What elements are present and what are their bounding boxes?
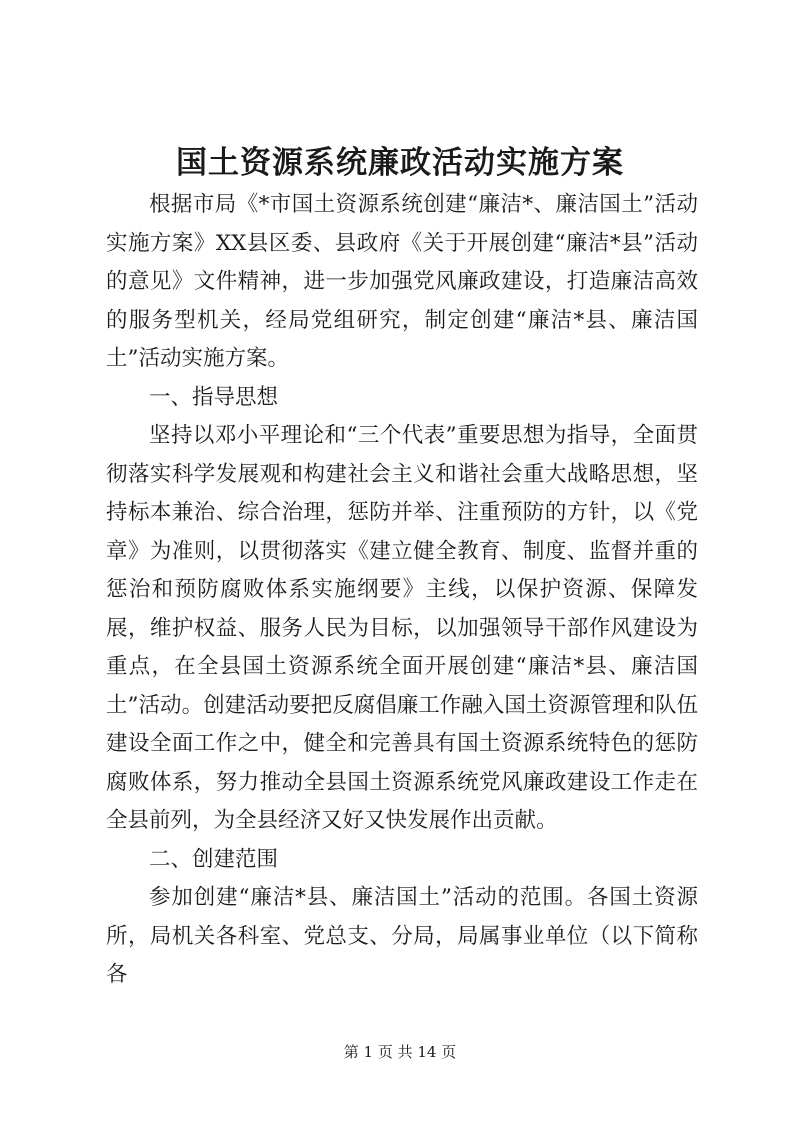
page-number-footer: 第 1 页 共 14 页 <box>343 1043 457 1061</box>
section-heading-guiding-ideology: 一、指导思想 <box>149 384 279 410</box>
document-title: 国土资源系统廉政活动实施方案 <box>176 145 624 181</box>
document-body <box>106 186 698 995</box>
section-heading-scope: 二、创建范围 <box>149 846 279 872</box>
intro-paragraph: 根据市局《*市国土资源系统创建“廉洁*、廉洁国土”活动实施方案》XX县区委、县政府《关于开展创建“廉洁*县”活动的意见》文件精神，进一步加强党风廉政建设，打造廉洁高效的服务型机关，经局党组研究，制定创建“廉洁*县、廉洁国土”活动实施方案。 <box>106 192 698 371</box>
guiding-ideology-paragraph: 坚持以邓小平理论和“三个代表”重要思想为指导，全面贯彻落实科学发展观和构建社会主义和谐社会重大战略思想，坚持标本兼治、综合治理，惩防并举、注重预防的方针，以《党章》为准则，以贯彻落实《建立健全教育、制度、监督并重的惩治和预防腐败体系实施纲要》主线，以保护资源、保障发展，维护权益、服务人民为目标，以加强领导干部作风建设为重点，在全县国土资源系统全面开展创建“廉洁*县、廉洁国土”活动。创建活动要把反腐倡廉工作融入国土资源管理和队伍建设全面工作之中，健全和完善具有国土资源系统特色的惩防腐败体系，努力推动全县国土资源系统党风廉政建设工作走在全县前列，为全县经济又好又快发展作出贡献。 <box>106 423 698 833</box>
scope-paragraph: 参加创建“廉洁*县、廉洁国土”活动的范围。各国土资源所，局机关各科室、党总支、分局，局属事业单位（以下简称各 <box>106 885 698 987</box>
